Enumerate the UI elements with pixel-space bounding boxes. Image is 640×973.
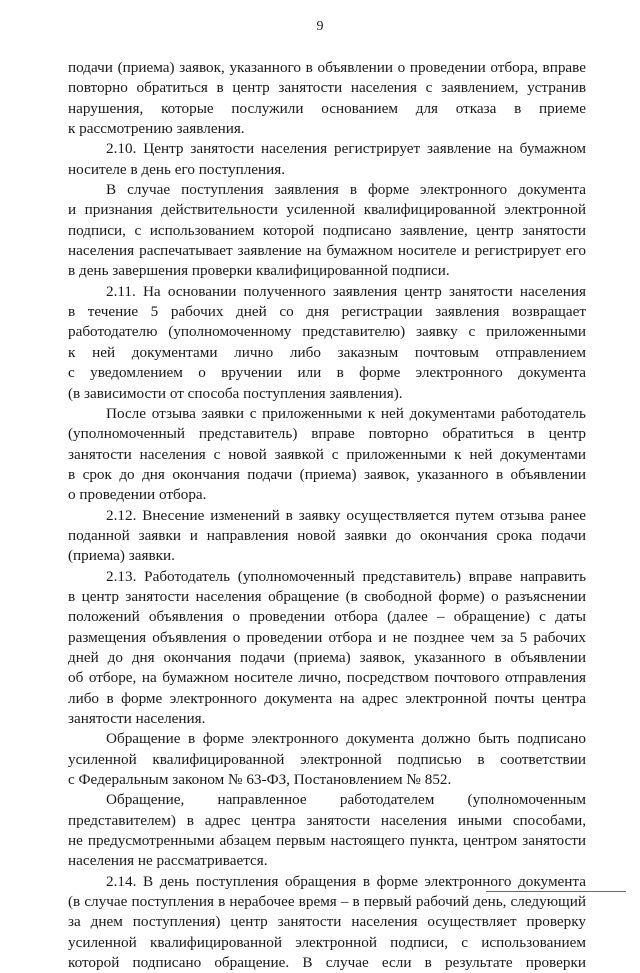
text-line: не предусмотренными абзацем первым настоящего пункта, центром занятости: [68, 832, 586, 850]
footer-rule: [486, 891, 626, 892]
text-line: к рассмотрению заявления.: [68, 120, 245, 138]
text-line: занятости населения.: [68, 710, 206, 727]
text-line: усиленной квалифицированной электронной подписи, с использованием: [68, 933, 586, 951]
text-line: которой подписано обращение. В случае если в результате проверки: [68, 954, 586, 972]
text-line: работодателю (уполномоченному представителю) заявку с приложенными: [68, 323, 586, 341]
text-line: повторно обратиться в центр занятости населения с заявлением, устранив: [68, 79, 586, 97]
text-line: и признания действительности усиленной квалифицированной электронной: [68, 201, 586, 219]
paragraph: [68, 506, 586, 567]
text-line: в день завершения проверки квалифицированной подписи.: [68, 262, 450, 280]
text-line: населения распечатывает заявление на бумажном носителе и регистрирует его: [68, 242, 586, 260]
text-line: в течение 5 рабочих дней со дня регистрации заявления возвращает: [68, 303, 586, 321]
text-line: поданной заявки и направления новой заявки до окончания срока подачи: [68, 526, 586, 544]
text-line: о проведении отбора.: [68, 486, 207, 504]
text-line: представителем) в адрес центра занятости населения иными способами,: [68, 811, 586, 829]
text-line: (в зависимости от способа поступления заявления).: [68, 384, 403, 402]
text-line: к ней документами лично либо заказным почтовым отправлением: [68, 343, 586, 361]
text-line: носителе в день его поступления.: [68, 160, 286, 178]
body-text: [68, 58, 586, 973]
text-line: Обращение в форме электронного документа должно быть подписано: [106, 730, 586, 748]
text-line: населения не рассматривается.: [68, 852, 268, 870]
text-line: об отборе, на бумажном носителе лично, посредством почтового отправления: [68, 669, 586, 687]
text-line: дней до дня окончания подачи (приема) заявок, указанного в объявлении: [68, 648, 586, 666]
text-line: либо в форме электронного документа на адрес электронной почты центра: [68, 689, 586, 707]
text-line: (приема) заявки.: [68, 547, 175, 565]
text-line: занятости населения с новой заявкой с приложенными к ней документами: [68, 445, 586, 463]
text-line: размещения объявления о проведении отбора и не позднее чем за 5 рабочих: [68, 628, 586, 646]
text-line: с Федеральным законом № 63-ФЗ, Постановлением № 852.: [68, 771, 452, 789]
text-line: Обращение, направленное работодателем (уполномоченным: [106, 791, 586, 809]
text-line: подписи, с использованием которой подписано заявление, центр занятости: [68, 221, 586, 239]
paragraph: [68, 729, 586, 790]
paragraph: [68, 180, 586, 282]
text-line: 2.14. В день поступления обращения в форме электронного документа: [106, 872, 586, 890]
text-line: в центр занятости населения обращение (в свободной форме) о разъяснении: [68, 587, 586, 605]
paragraph: [68, 790, 586, 871]
paragraph: [68, 139, 586, 180]
text-line: положений объявления о проведении отбора (далее – обращение) с даты: [68, 608, 586, 626]
text-line: подачи (приема) заявок, указанного в объявлении о проведении отбора, вправе: [68, 59, 586, 76]
page-number: 9: [316, 19, 324, 34]
text-line: 2.12. Внесение изменений в заявку осуществляется путем отзыва ранее: [106, 506, 586, 524]
paragraph: [68, 404, 586, 506]
text-line: за днем поступления) центр занятости населения осуществляет проверку: [68, 913, 586, 931]
text-line: в срок до дня окончания подачи (приема) заявок, указанного в объявлении: [68, 465, 586, 483]
text-line: усиленной квалифицированной электронной подписью в соответствии: [68, 750, 586, 768]
paragraph: [68, 872, 586, 973]
text-line: (уполномоченный представитель) вправе повторно обратиться в центр: [68, 425, 586, 443]
text-line: В случае поступления заявления в форме электронного документа: [106, 181, 586, 199]
text-line: нарушения, которые послужили основанием для отказа в приеме: [68, 99, 586, 117]
text-line: 2.11. На основании полученного заявления центр занятости населения: [106, 282, 586, 300]
paragraph: [68, 282, 586, 404]
text-line: 2.10. Центр занятости населения регистрирует заявление на бумажном: [106, 140, 586, 158]
paragraph: [68, 567, 586, 730]
text-line: 2.13. Работодатель (уполномоченный представитель) вправе направить: [106, 567, 586, 585]
text-line: После отзыва заявки с приложенными к ней документами работодатель: [106, 404, 586, 422]
paragraph: [68, 58, 586, 139]
text-line: с уведомлением о вручении или в форме электронного документа: [68, 364, 586, 382]
text-line: (в случае поступления в нерабочее время – в первый рабочий день, следующий: [68, 893, 586, 911]
